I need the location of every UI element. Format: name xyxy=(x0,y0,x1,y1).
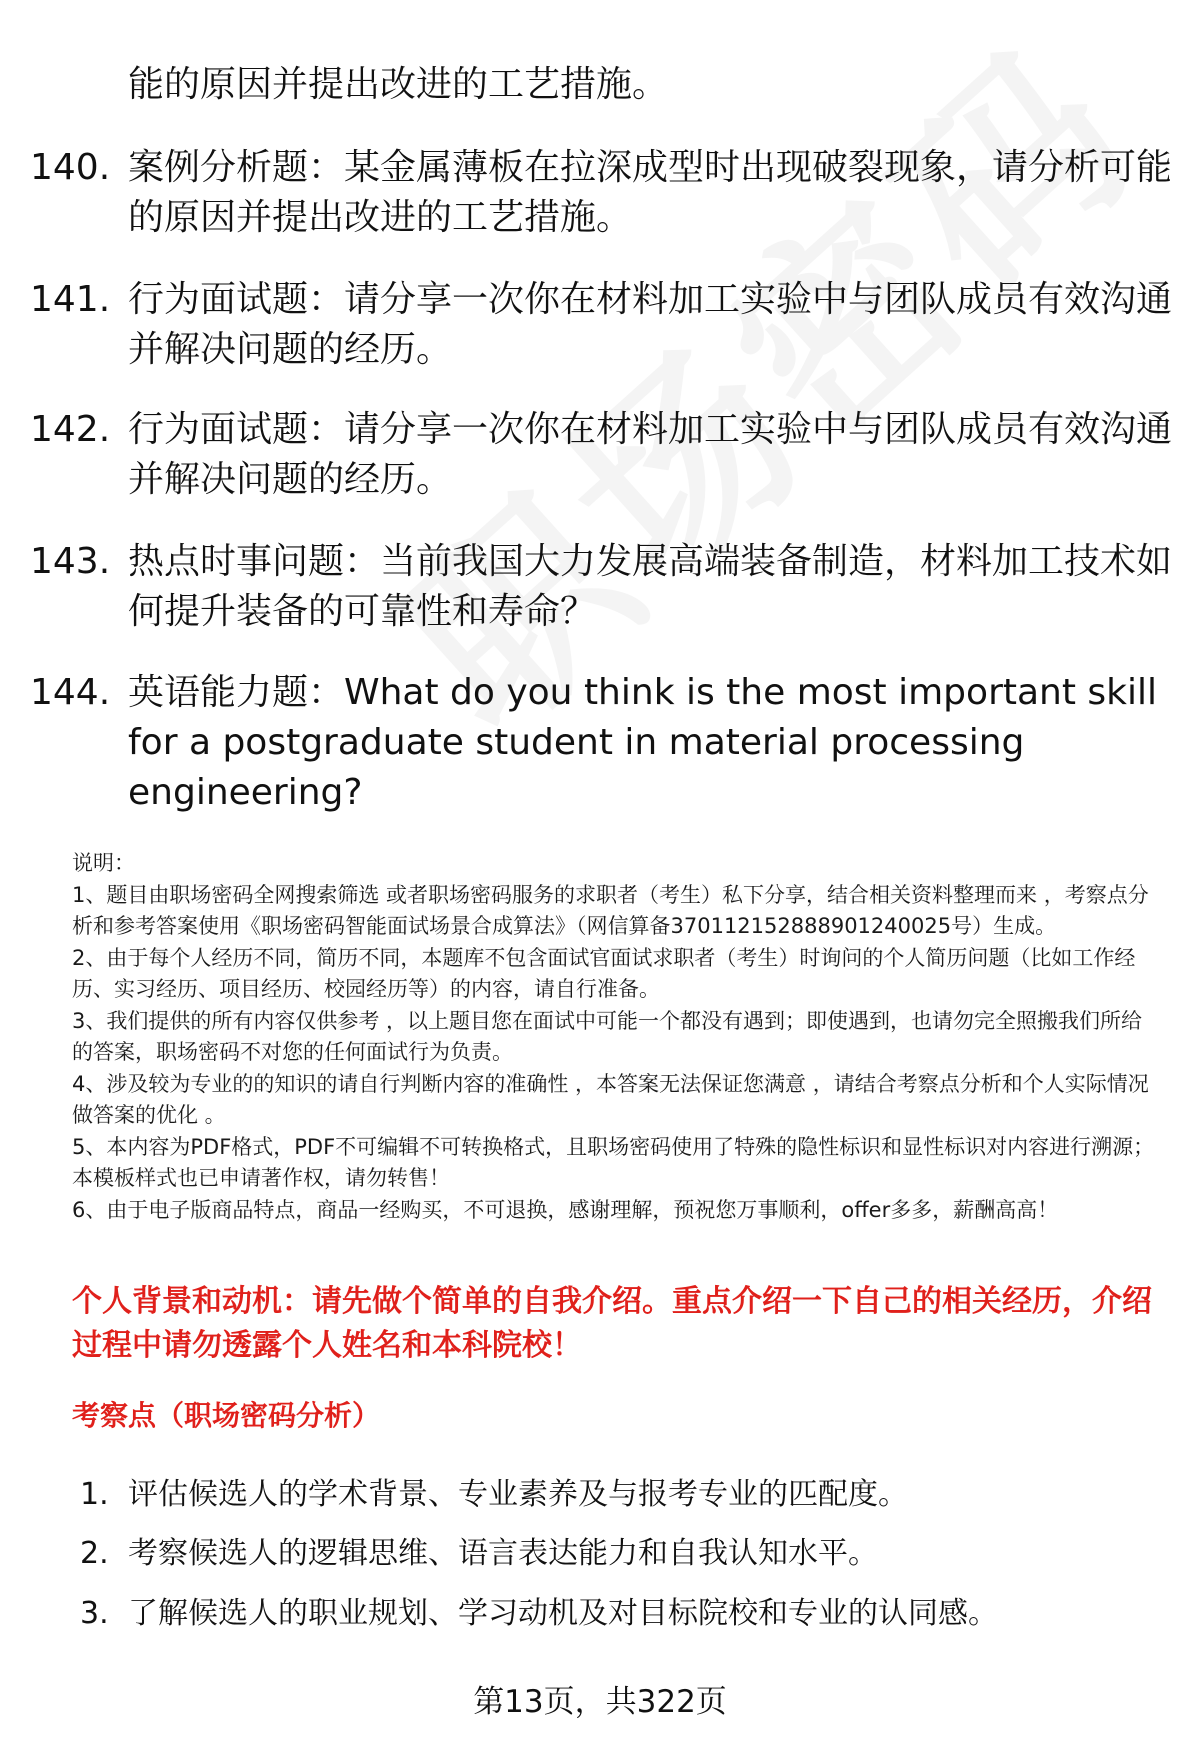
question-number: 142. xyxy=(30,409,111,450)
question-number: 141. xyxy=(30,279,111,320)
note-item: 3、我们提供的所有内容仅供参考 ，以上题目您在面试中可能一个都没有遇到；即使遇到，也请勿完全照搬我们所给的答案，职场密码不对您的任何面试行为负责。 xyxy=(72,1008,1143,1064)
notes-title: 说明： xyxy=(72,851,135,875)
note-item: 4、涉及较为专业的的知识的请自行判断内容的准确性 ，本答案无法保证您满意 ，请结合考察点分析和个人实际情况做答案的优化 。 xyxy=(72,1071,1149,1127)
question-text: 英语能力题：What do you think is the most important skill for a postgraduate student in material processing engineering? xyxy=(128,672,1158,813)
question-item xyxy=(30,60,1180,110)
page-footer: 第13页，共322页 xyxy=(473,1684,727,1720)
note-item: 5、本内容为PDF格式，PDF不可编辑不可转换格式，且职场密码使用了特殊的隐性标识和显性标识对内容进行溯源；本模板样式也已申请著作权，请勿转售！ xyxy=(72,1134,1155,1190)
question-text: 案例分析题：某金属薄板在拉深成型时出现破裂现象，请分析可能的原因并提出改进的工艺措施。 xyxy=(128,147,1173,238)
question-item xyxy=(30,143,1180,243)
note-item: 1、题目由职场密码全网搜索筛选 或者职场密码服务的求职者（考生）私下分享，结合相关资料整理而来 ，考察点分析和参考答案使用《职场密码智能面试场景合成算法》（网信算备370112152888901240025号）生成。 xyxy=(72,882,1149,938)
point-number: 2. xyxy=(80,1536,109,1571)
section-heading: 个人背景和动机：请先做个简单的自我介绍。重点介绍一下自己的相关经历，介绍过程中请勿透露个人姓名和本科院校！ xyxy=(72,1284,1152,1363)
note-item: 6、由于电子版商品特点，商品一经购买，不可退换，感谢理解，预祝您万事顺利，offer多多，薪酬高高！ xyxy=(72,1197,1059,1222)
list-item xyxy=(80,1474,1180,1516)
question-item xyxy=(30,405,1180,505)
question-item xyxy=(30,668,1180,818)
watermark xyxy=(330,0,1186,784)
point-text: 考察候选人的逻辑思维、语言表达能力和自我认知水平。 xyxy=(128,1536,878,1571)
point-number: 1. xyxy=(80,1477,109,1512)
question-number: 144. xyxy=(30,672,111,713)
question-text: 行为面试题：请分享一次你在材料加工实验中与团队成员有效沟通并解决问题的经历。 xyxy=(128,409,1173,500)
section-subheading: 考察点（职场密码分析） xyxy=(72,1399,381,1432)
notes-section xyxy=(72,848,1162,1226)
note-item: 2、由于每个人经历不同，简历不同，本题库不包含面试官面试求职者（考生）时询问的个人简历问题（比如工作经历、实习经历、项目经历、校园经历等）的内容，请自行准备。 xyxy=(72,945,1136,1001)
question-item xyxy=(30,275,1180,375)
question-number: 143. xyxy=(30,541,111,582)
point-text: 了解候选人的职业规划、学习动机及对目标院校和专业的认同感。 xyxy=(128,1596,998,1631)
question-text: 行为面试题：请分享一次你在材料加工实验中与团队成员有效沟通并解决问题的经历。 xyxy=(128,279,1173,370)
point-text: 评估候选人的学术背景、专业素养及与报考专业的匹配度。 xyxy=(128,1477,908,1512)
list-item xyxy=(80,1533,1180,1575)
point-number: 3. xyxy=(80,1596,109,1631)
question-number: 140. xyxy=(30,147,111,188)
question-item xyxy=(30,537,1180,637)
question-text: 热点时事问题：当前我国大力发展高端装备制造，材料加工技术如何提升装备的可靠性和寿命？ xyxy=(128,541,1173,632)
question-text: 能的原因并提出改进的工艺措施。 xyxy=(128,64,669,105)
list-item xyxy=(80,1593,1180,1635)
